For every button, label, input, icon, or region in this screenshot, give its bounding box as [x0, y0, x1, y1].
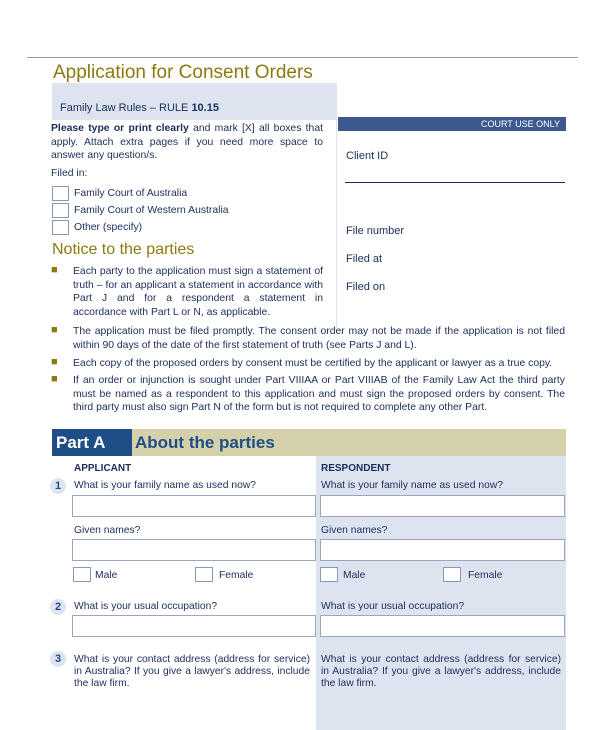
q2-respondent-label: What is your usual occupation? — [321, 601, 465, 612]
filed-in-option-label: Other (specify) — [74, 222, 143, 233]
respondent-female-label: Female — [468, 570, 503, 581]
client-id-label: Client ID — [346, 150, 389, 162]
bullet-icon: ■ — [51, 324, 58, 336]
rule-number: 10.15 — [191, 102, 219, 114]
filed-on-label: Filed on — [346, 281, 386, 293]
applicant-female-label: Female — [219, 570, 254, 581]
question-number-2: 2 — [50, 599, 66, 615]
applicant-male-label: Male — [95, 570, 118, 581]
filed-in-option-label: Family Court of Western Australia — [74, 205, 229, 216]
notice-bullet — [51, 373, 565, 415]
notice-bullet-text: Each party to the application must sign a statement of truth – for an applicant a statement in accordance with Part J and for a respondent a statement in accordance with Part L or N, as applicable. — [73, 266, 323, 318]
question-number-3: 3 — [50, 651, 66, 667]
notice-title: Notice to the parties — [52, 241, 195, 258]
rule-reference — [60, 102, 219, 114]
respondent-family-name-input[interactable] — [320, 495, 565, 517]
intro-rest: and mark [X] all boxes that apply. Attach extra pages if you need more space to answer any question/s. — [51, 123, 323, 161]
q1-applicant-label: What is your family name as used now? — [74, 480, 256, 491]
bullet-icon: ■ — [51, 264, 58, 276]
filed-in-checkbox-family-court[interactable] — [52, 186, 69, 201]
notice-bullet — [51, 324, 565, 352]
filed-in-option-label: Family Court of Australia — [74, 188, 188, 199]
applicant-given-names-label: Given names? — [74, 525, 141, 536]
question-number-1: 1 — [50, 478, 66, 494]
filed-at-label: Filed at — [346, 253, 383, 265]
respondent-male-checkbox[interactable] — [320, 567, 338, 582]
top-rule — [27, 57, 578, 58]
notice-bullet-text: Each copy of the proposed orders by consent must be certified by the applicant or lawyer as a true copy. — [73, 358, 553, 369]
applicant-family-name-input[interactable] — [72, 495, 316, 517]
applicant-heading: APPLICANT — [74, 463, 132, 474]
notice-bullet — [51, 356, 565, 371]
respondent-male-label: Male — [343, 570, 366, 581]
intro-bold: Please type or print clearly — [51, 123, 189, 134]
respondent-occupation-input[interactable] — [320, 615, 565, 637]
applicant-male-checkbox[interactable] — [73, 567, 91, 582]
applicant-occupation-input[interactable] — [72, 615, 316, 637]
filed-in-checkbox-other[interactable] — [52, 220, 69, 235]
court-use-label: COURT USE ONLY — [480, 119, 560, 129]
part-a-title: About the parties — [135, 433, 275, 452]
notice-bullet-text: If an order or injunction is sought under Part VIIIAA or Part VIIIAB of the Family Law Act the third party must be named as a respondent to this application and must sign the proposed orders by consent. The third party must also sign Part N of the form but is not required to complete any other Part. — [73, 375, 565, 413]
rule-prefix: Family Law Rules – RULE — [60, 102, 192, 114]
notice-bullet-text: The application must be filed promptly. The consent order may not be made if the application is not filed within 90 days of the date of the first statement of truth (see Parts J and L). — [73, 326, 565, 351]
bullet-icon: ■ — [51, 373, 58, 385]
q3-respondent-label: What is your contact address (address for service) in Australia? If you give a lawyer's address, include the law firm. — [321, 654, 561, 689]
applicant-given-names-input[interactable] — [72, 539, 316, 561]
part-a-label: Part A — [52, 429, 132, 456]
bullet-icon: ■ — [51, 356, 58, 368]
respondent-heading: RESPONDENT — [321, 463, 391, 474]
respondent-given-names-input[interactable] — [320, 539, 565, 561]
q1-respondent-label: What is your family name as used now? — [321, 480, 503, 491]
respondent-female-checkbox[interactable] — [443, 567, 461, 582]
applicant-female-checkbox[interactable] — [195, 567, 213, 582]
form-title: Application for Consent Orders — [53, 62, 313, 83]
file-number-label: File number — [346, 225, 405, 237]
court-use-header — [338, 117, 566, 131]
q3-applicant-label: What is your contact address (address for service) in Australia? If you give a lawyer's address, include the law firm. — [74, 654, 310, 689]
intro-text — [51, 122, 323, 163]
q2-applicant-label: What is your usual occupation? — [74, 601, 218, 612]
notice-bullet — [51, 264, 323, 319]
respondent-given-names-label: Given names? — [321, 525, 388, 536]
filed-in-label: Filed in: — [51, 168, 88, 179]
client-id-line[interactable] — [345, 182, 565, 183]
filed-in-checkbox-wa[interactable] — [52, 203, 69, 218]
